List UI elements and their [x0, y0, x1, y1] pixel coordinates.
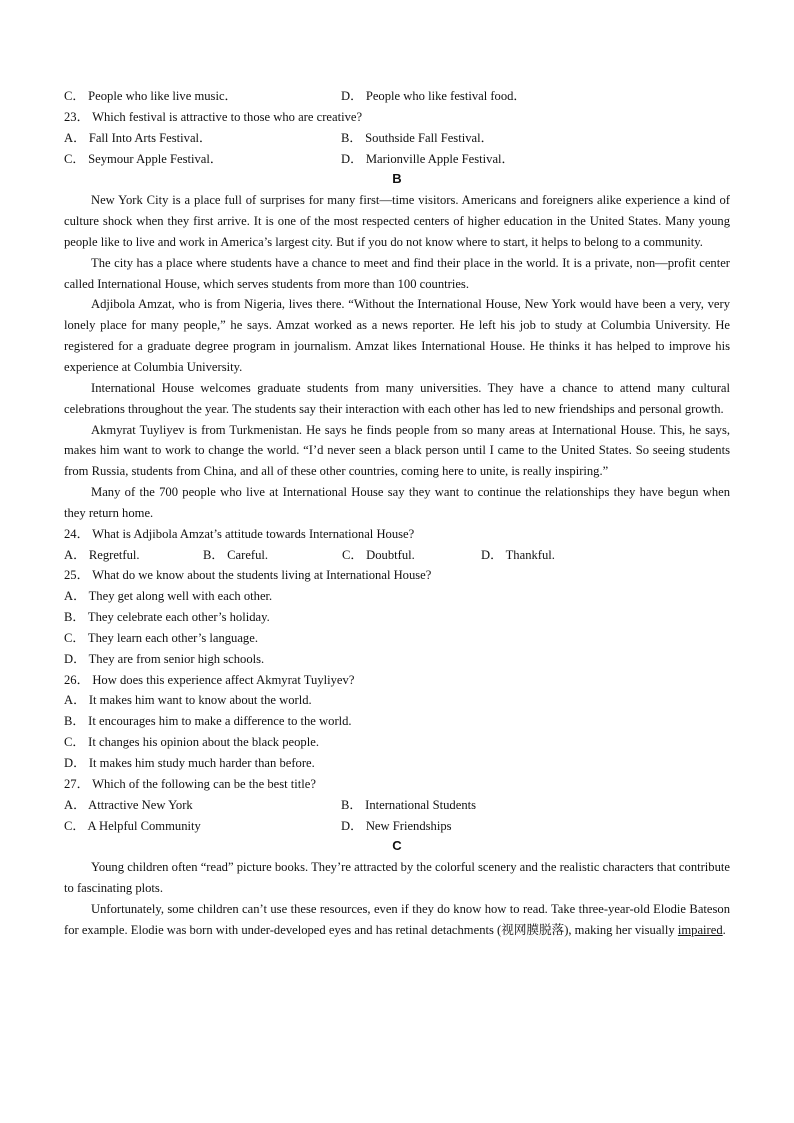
option-b: B． International Students [341, 797, 477, 812]
option-a: A． Regretful. [64, 547, 140, 562]
option-c: C． They learn each other’s language. [64, 630, 258, 645]
q27-question: 27． Which of the following can be the best title? [64, 776, 316, 791]
passage-b-paragraph-4: International House welcomes graduate students from many universities. They have a chance to attend many cultural celebrations throughout the year. The students say their interaction with each other has led to new friendships and personal growth. [64, 380, 730, 416]
option-b: B． Careful. [203, 547, 269, 562]
q24-question: 24． What is Adjibola Amzat’s attitude towards International House? [64, 526, 415, 541]
option-c: C． A Helpful Community [64, 818, 201, 833]
document-page [64, 86, 730, 941]
q25-question: 25． What do we know about the students living at International House? [64, 568, 432, 583]
paragraph-end: . [722, 922, 726, 937]
section-b-heading: B [392, 171, 402, 187]
option-d: D． It makes him study much harder than before. [64, 756, 315, 770]
option-d: D． New Friendships [341, 818, 452, 833]
passage-c-paragraph-1: Young children often “read” picture books. They’re attracted by the colorful scenery and the realistic characters that contribute to fascinating plots. [64, 860, 730, 896]
q23-options-cd [64, 149, 730, 170]
option-a: A． Fall Into Arts Festival． [64, 130, 212, 145]
q23-question: 23． Which festival is attractive to those who are creative? [64, 109, 363, 124]
option-c: C． People who like live music． [64, 89, 238, 103]
option-c: C． Doubtful. [342, 547, 415, 562]
option-b: B． They celebrate each other’s holiday. [64, 610, 270, 625]
paragraph-text: Unfortunately, some children can’t use these resources, even if they do know how to read. Take three-year-old Elodie Bateson for example. Elodie was born with under-developed eyes and has retinal detachments (视网膜脱落), making her visually [64, 901, 730, 937]
passage-b-paragraph-5: Akmyrat Tuyliyev is from Turkmenistan. He says he finds people from so many areas at International House. This, he says, makes him want to work to change the world. “I’d never seen a black person until I came to the United States. So seeing students from Russia, students from China, and all of these other countries, coming here to unite, is really inspiring.” [64, 422, 730, 479]
q27-options-cd [64, 816, 730, 837]
option-c: C． Seymour Apple Festival． [64, 151, 223, 166]
option-d: D． Marionville Apple Festival． [341, 151, 515, 166]
underlined-word: impaired [677, 922, 723, 937]
option-c: C． It changes his opinion about the black people. [64, 735, 319, 750]
passage-b-paragraph-6: Many of the 700 people who live at International House say they want to continue the relationships they have begun when they return home. [64, 485, 730, 520]
q24-options [64, 545, 730, 566]
option-d: D． People who like festival food． [341, 89, 527, 103]
q26-question: 26． How does this experience affect Akmyrat Tuyliyev? [64, 672, 355, 687]
q23-options-ab [64, 128, 730, 149]
passage-c-paragraph-2 [64, 899, 730, 941]
section-c-heading: C [392, 838, 402, 854]
option-a: A． It makes him want to know about the world. [64, 693, 312, 708]
option-d: D． Thankful. [481, 547, 555, 562]
option-a: A． Attractive New York [64, 797, 193, 812]
q27-options-ab [64, 795, 730, 816]
option-a: A． They get along well with each other. [64, 589, 273, 604]
q22-options-cd [64, 86, 730, 107]
passage-b-paragraph-3: Adjibola Amzat, who is from Nigeria, lives there. “Without the International House, New York would have been a very, very lonely place for many people,” he says. Amzat worked as a news reporter. He left his job to study at Columbia University. He registered for a graduate degree program in journalism. Amzat likes International House. He thinks it has helped to improve his experience at Columbia University. [64, 297, 730, 374]
option-b: B． It encourages him to make a difference to the world. [64, 714, 352, 729]
passage-b-paragraph-1: New York City is a place full of surprises for many first—time visitors. Americans and foreigners alike experience a kind of culture shock when they first arrive. It is one of the most respected centers of higher education in the United States. Many young people like to live and work in America’s largest city. But if you do not know where to start, it helps to belong to a community. [64, 193, 730, 249]
passage-b-paragraph-2: The city has a place where students have a chance to meet and find their place in the world. It is a private, non—profit center called International House, which serves students from more than 100 countries. [64, 255, 730, 291]
option-b: B． Southside Fall Festival． [341, 130, 494, 145]
option-d: D． They are from senior high schools. [64, 651, 265, 666]
